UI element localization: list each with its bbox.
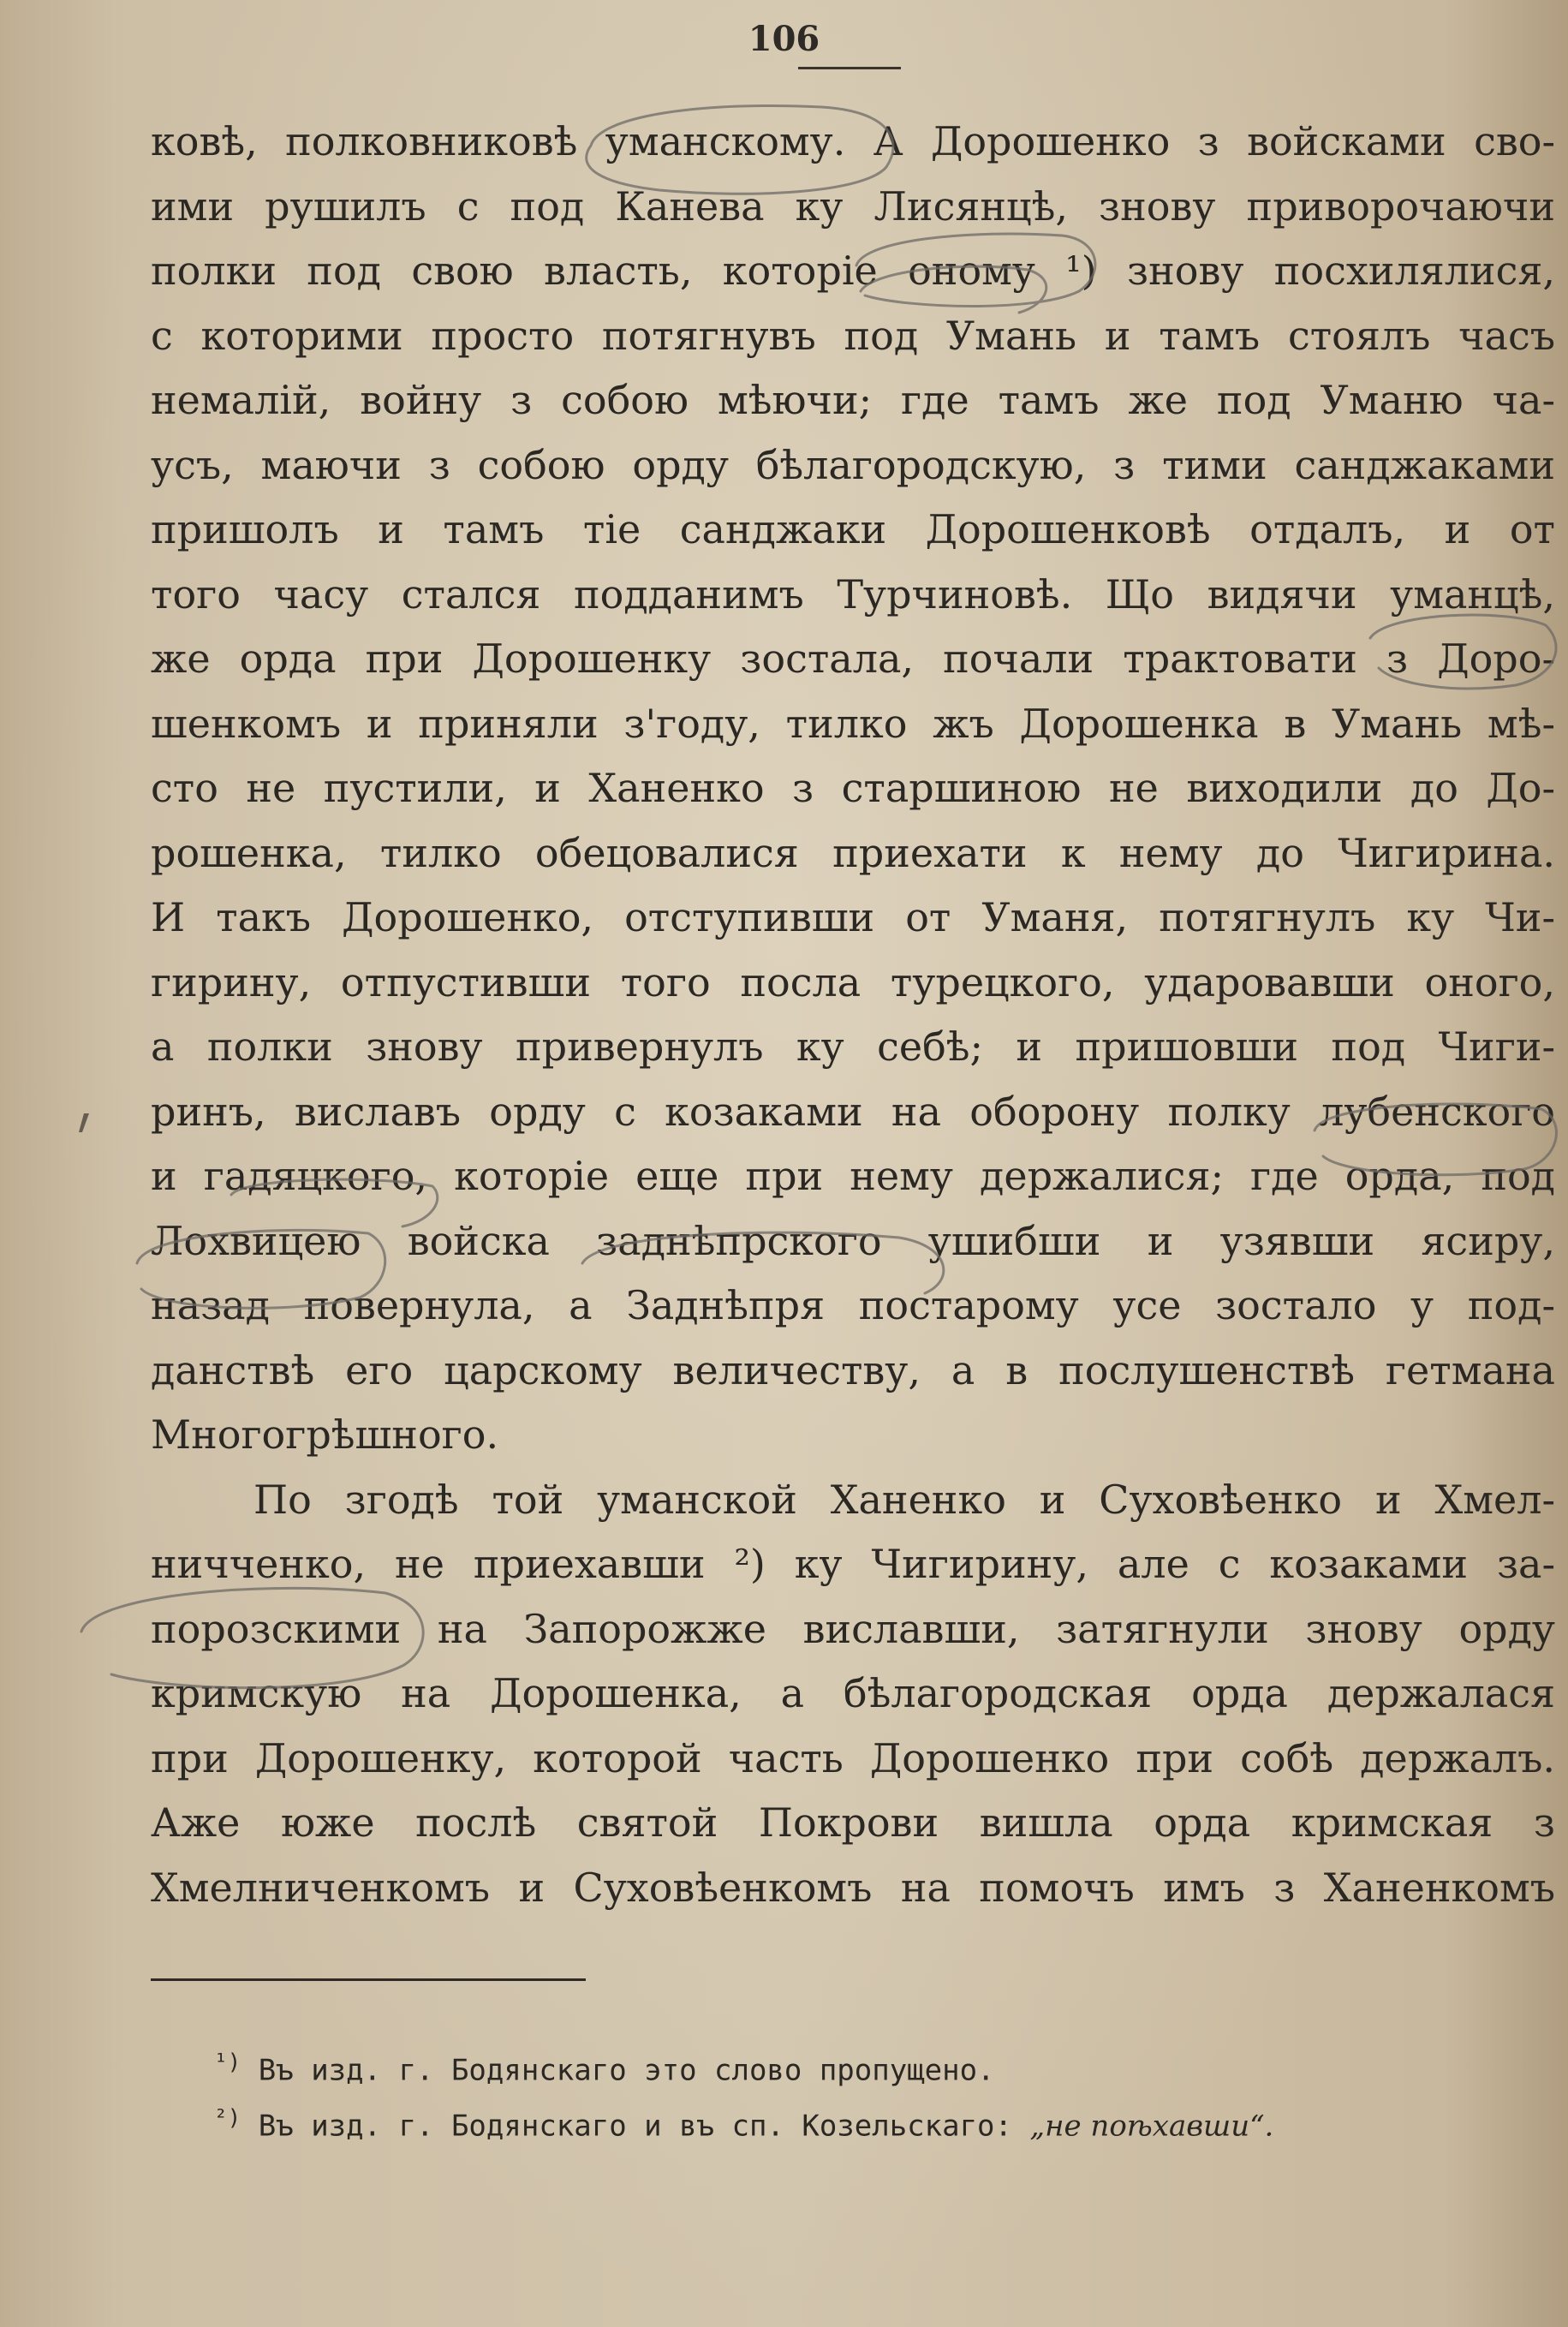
footnote-1 [214, 2038, 1499, 2094]
text-line: при Дорошенку, которой часть Дорошенко при собѣ держалъ. [151, 1734, 1555, 1781]
text-line: Хмелниченкомъ и Суховѣенкомъ на помочъ имъ з Ханенкомъ [151, 1864, 1555, 1911]
footnote-marker: ¹) [214, 2050, 241, 2075]
text-line: сто не пустили, и Ханенко з старшиною не виходили до До- [151, 765, 1555, 811]
page-number-underline [798, 67, 901, 69]
pencil-tick-mark [79, 1113, 89, 1132]
footnotes [214, 2038, 1499, 2151]
footnote-2 [214, 2094, 1499, 2150]
text-line: ими рушилъ с под Канева ку Лисянцѣ, знову приворочаючи [151, 182, 1555, 230]
text-line: немалій, войну з собою мѣючи; где тамъ же под Уманю ча- [151, 377, 1555, 423]
text-line: назад повернула, а Заднѣпря постарому усе зостало у под- [151, 1282, 1555, 1328]
text-line: Лохвицею войска заднѣпрского ушибши и узявши ясиру, [151, 1217, 1555, 1264]
text-line: порозскими на Запорожже виславши, затягнули знову орду [151, 1605, 1555, 1652]
text-line-paragraph-start: По згодѣ той уманской Ханенко и Суховѣенко и Хмел- [253, 1476, 1555, 1523]
text-line: шенкомъ и приняли з'году, тилко жъ Дорошенка в Умань мѣ- [151, 700, 1555, 747]
text-line: пришолъ и тамъ тіе санджаки Дорошенковѣ отдалъ, и от [151, 506, 1555, 552]
text-line: Аже юже послѣ святой Покрови вишла орда кримская з [151, 1799, 1555, 1846]
text-line: с которими просто потягнувъ под Умань и тамъ стоялъ часъ [151, 312, 1555, 359]
text-line-paragraph-end: Многогрѣшного. [151, 1411, 499, 1458]
footnote-separator [151, 1978, 586, 1981]
text-line: того часу стался подданимъ Турчиновѣ. Що видячи уманцѣ, [151, 570, 1555, 618]
text-line: ковѣ, полковниковѣ уманскому. А Дорошенко з войсками сво- [151, 118, 1555, 164]
text-line: кримскую на Дорошенка, а бѣлагородская орда держалася [151, 1670, 1555, 1716]
footnote-text: Въ изд. г. Бодянскаго это слово пропущено. [258, 2053, 995, 2088]
footnote-text: Въ изд. г. Бодянскаго и въ сп. Козельскаго: [258, 2109, 1012, 2144]
text-line: и гадяцкого, которіе еще при нему держалися; где орда, под [151, 1153, 1555, 1199]
text-line: рошенка, тилко обецовалися приехати к нему до Чигирина. [151, 829, 1555, 876]
text-line: ничченко, не приехавши ²) ку Чигирину, але с козаками за- [151, 1541, 1555, 1587]
text-line: же орда при Дорошенку зостала, почали трактовати з Доро- [151, 635, 1555, 682]
text-line: гирину, отпустивши того посла турецкого, ударовавши оного, [151, 958, 1555, 1005]
main-text [151, 110, 1555, 1920]
text-line: усъ, маючи з собою орду бѣлагородскую, з тими санджаками [151, 441, 1555, 488]
text-line: полки под свою власть, которіе оному ¹) знову посхилялися, [151, 248, 1555, 294]
footnote-marker: ²) [214, 2105, 241, 2132]
text-line: ринъ, виславъ орду с козаками на оборону полку лубенского [151, 1088, 1555, 1135]
text-line: И такъ Дорошенко, отступивши от Уманя, потягнулъ ку Чи- [151, 894, 1555, 940]
page-number: 106 [748, 19, 820, 59]
text-line: а полки знову привернулъ ку себѣ; и пришовши под Чиги- [151, 1023, 1555, 1070]
footnote-quote: „не поѣхавши“. [1029, 2109, 1274, 2144]
text-line: данствѣ его царскому величеству, а в послушенствѣ гетмана [151, 1346, 1555, 1393]
